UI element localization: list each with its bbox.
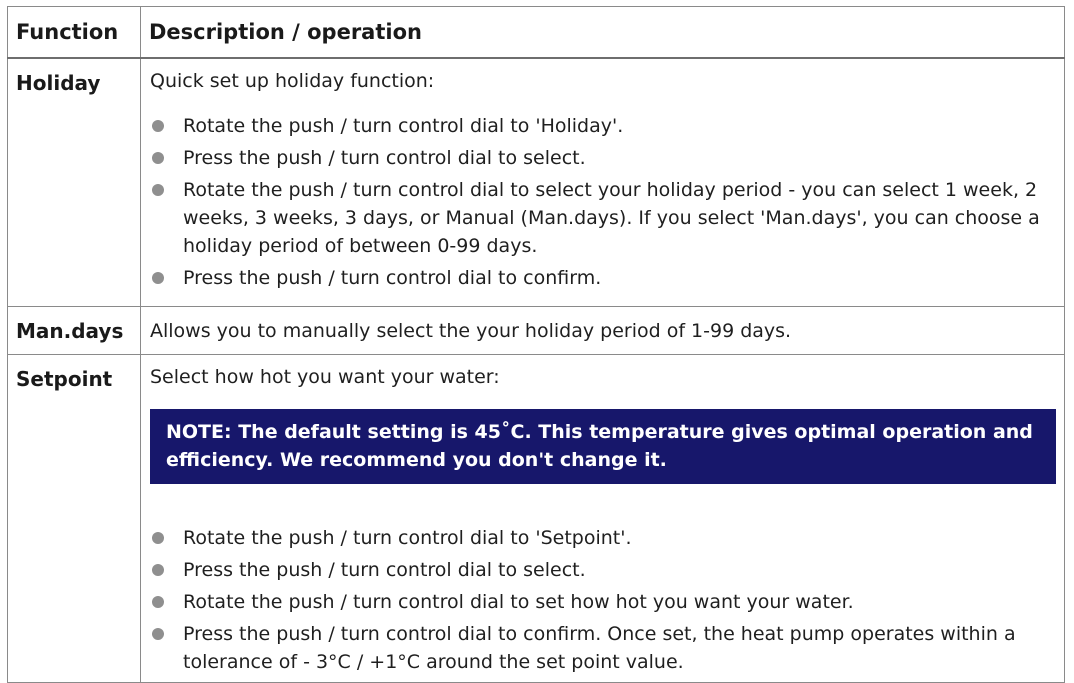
list-item: Rotate the push / turn control dial to select your holiday period - you can select 1 week, 2 weeks, 3 weeks, 3 days, or Manual (Man.days). If you select 'Man.days', you can choose a holiday period of between 0-99 days.	[150, 176, 1054, 260]
header-function: Function	[8, 7, 141, 59]
intro-text: Quick set up holiday function:	[150, 70, 435, 92]
intro-text: Select how hot you want your water:	[150, 365, 500, 388]
bullet-list	[150, 524, 1056, 676]
description-holiday	[141, 58, 1065, 306]
list-item: Rotate the push / turn control dial to 'Holiday'.	[150, 112, 1054, 140]
table-row-man-days	[8, 306, 1065, 354]
table-row-setpoint	[8, 354, 1065, 682]
description-setpoint	[141, 354, 1065, 682]
list-item: Rotate the push / turn control dial to set how hot you want your water.	[150, 588, 1056, 616]
function-name-setpoint: Setpoint	[8, 354, 141, 682]
function-table	[7, 6, 1065, 683]
description-man-days	[141, 306, 1065, 354]
list-item: Rotate the push / turn control dial to 'Setpoint'.	[150, 524, 1056, 552]
function-name-holiday: Holiday	[8, 58, 141, 306]
note-box: NOTE: The default setting is 45˚C. This temperature gives optimal operation and efficiency. We recommend you don't change it.	[150, 409, 1056, 484]
table-header-row	[8, 7, 1065, 59]
function-name-man-days: Man.days	[8, 306, 141, 354]
header-description: Description / operation	[141, 7, 1065, 59]
list-item: Press the push / turn control dial to select.	[150, 556, 1056, 584]
intro-text: Allows you to manually select the your holiday period of 1-99 days.	[150, 319, 792, 342]
table-row-holiday	[8, 58, 1065, 306]
list-item: Press the push / turn control dial to confirm.	[150, 264, 1054, 292]
list-item: Press the push / turn control dial to confirm. Once set, the heat pump operates within a tolerance of - 3°C / +1°C around the set point value.	[150, 620, 1056, 676]
bullet-list	[150, 112, 1054, 292]
list-item: Press the push / turn control dial to select.	[150, 144, 1054, 172]
